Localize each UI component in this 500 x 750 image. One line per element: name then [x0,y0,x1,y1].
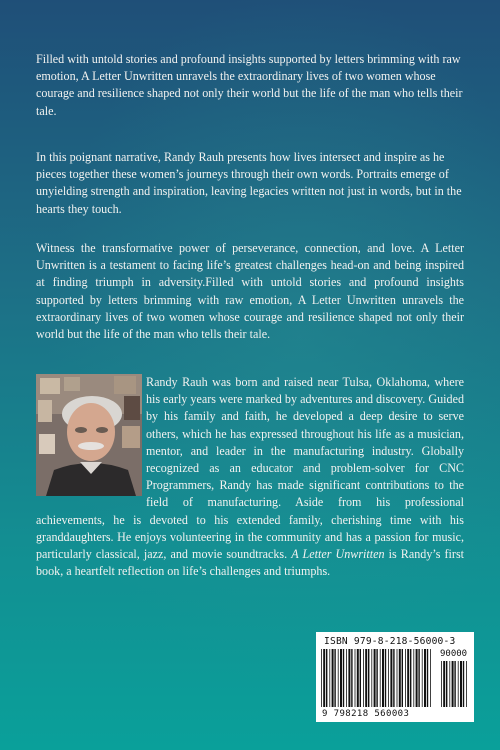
author-bio-text: Randy Rauh was born and raised near Tulsa, Oklahoma, where his early years were marked by adventures and discovery. Guided by his family and faith, he developed a deep desire to serve others, which he has expressed throughout his life as a musician, mentor, and leader in the manufacturing industry. Globally recognized as an educator and problem-solver for CNC Programmers, Randy has made significant contributions to the field of manufacturing. Aside from his professional achievements, he is devoted to his extended family, cherishing time with his granddaughters. He enjoys volunteering in the community and has a passion for music, particularly classical, jazz, and movie soundtracks. [36,375,464,562]
barcode-bar [407,649,409,707]
isbn-barcode [316,632,474,722]
barcode-bar [346,649,347,707]
barcode-bar [405,649,406,707]
book-title: A Letter Unwritten [291,547,385,562]
barcode-bars [320,649,434,707]
barcode-bar [321,649,322,707]
barcode-bar [441,661,442,707]
barcode-bar [371,649,372,707]
author-bio-text-end: is Randy’s first book, a heartfelt reflection on life’s challenges and triumphs. [36,547,465,579]
ean-digits: 9 798218 560003 [322,709,410,719]
barcode-bar [424,649,426,707]
barcode-bar [360,649,361,707]
barcode-bar [416,649,418,707]
price-code: 90000 [440,649,468,659]
barcode-bar [413,649,414,707]
barcode-bar [374,649,376,707]
barcode-bar [410,649,411,707]
barcode-bar [363,649,364,707]
barcode-bar [390,649,392,707]
barcode-bar [446,661,447,707]
barcode-bar [449,661,450,707]
barcode-bar [418,649,419,707]
barcode-bar [422,649,423,707]
barcode-bar [376,649,377,707]
barcode-bar [355,649,356,707]
description-paragraph-1: Filled with untold stories and profound insights supported by letters brimming with raw emotion, A Letter Unwritten unravels the extraordinary lives of two women whose courage and resilience shaped not only their world but the life of the man who tells their tale. [36,52,463,118]
barcode-bar [388,649,389,707]
description-paragraph-2: In this poignant narrative, Randy Rauh presents how lives intersect and inspire as he pieces together these women’s journeys through their own words. Portraits emerge of unyielding strength and inspiration, leaving legacies written not just in words, but in the hearts they touch. [36,150,462,216]
barcode-bar [443,661,445,707]
barcode-bar [460,661,462,707]
barcode-bar [399,649,401,707]
barcode-bar [368,649,369,707]
barcode-bar [365,649,367,707]
barcode-bar [323,649,325,707]
barcode-bar [385,649,386,707]
price-barcode-bars [440,661,470,707]
barcode-bar [463,661,464,707]
barcode-bar [334,649,335,707]
barcode-bar [466,661,467,707]
barcode-bar [458,661,459,707]
barcode-bar [340,649,342,707]
author-bio [36,374,464,580]
isbn-label: ISBN 979-8-218-56000-3 [324,636,456,647]
barcode-bar [332,649,334,707]
barcode-bar [452,661,454,707]
barcode-bar [343,649,344,707]
barcode-bar [454,661,455,707]
barcode-bar [326,649,327,707]
barcode-bar [348,649,350,707]
barcode-bar [338,649,339,707]
barcode-bar [380,649,381,707]
barcode-bar [402,649,403,707]
barcode-bar [393,649,394,707]
barcode-bar [329,649,330,707]
barcode-bar [397,649,398,707]
description-paragraph-3: Witness the transformative power of perseverance, connection, and love. A Letter Unwritten is a testament to facing life’s greatest challenges head-on and being inspired at finding triumph in adversity.Filled with untold stories and profound insights supported by letters brimming with raw emotion, A Letter Unwritten unravels the extraordinary lives of two women whose courage and resilience shaped not only their world but the life of the man who tells their tale. [36,241,464,342]
barcode-bar [427,649,428,707]
barcode-bar [430,649,431,707]
barcode-bar [351,649,352,707]
barcode-bar [382,649,384,707]
barcode-bar [357,649,359,707]
